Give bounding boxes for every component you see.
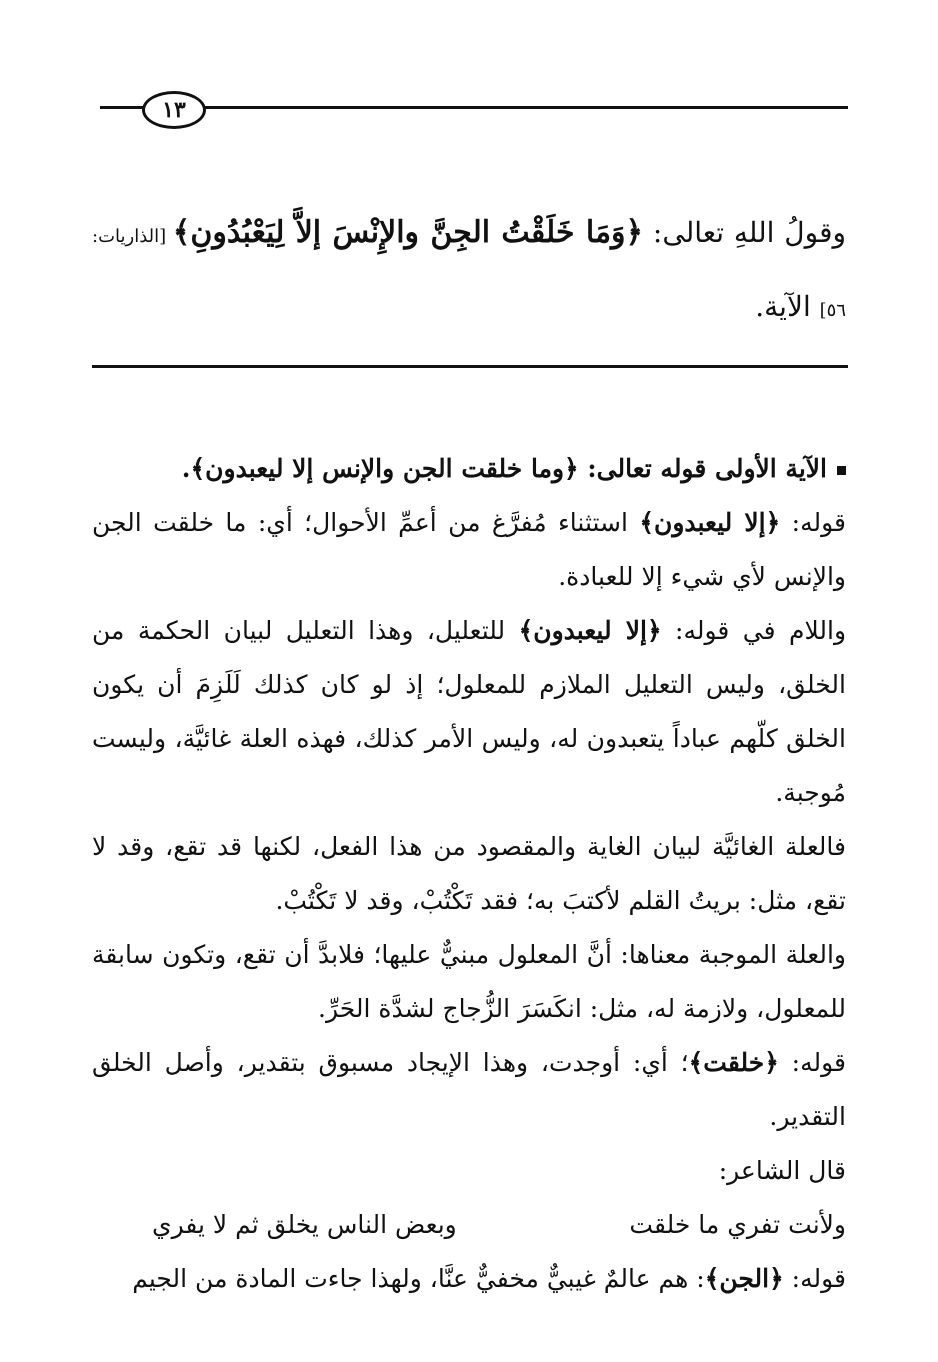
verse-reference: [الذاريات: ٥٦]	[92, 226, 846, 321]
paragraph-3: فالعلة الغائيَّة لبيان الغاية والمقصود من هذا الفعل، لكنها قد تقع، وقد لا تقع، مثل: بريتُ القلم لأكتبَ به؛ فقد تَكْتُبْ، وقد لا تَكْتُبْ.	[92, 832, 846, 915]
paragraph-4: والعلة الموجبة معناها: أنَّ المعلول مبنيٌّ عليها؛ فلابدَّ أن تقع، وتكون سابقة للمعلول، ولازمة له، مثل: انكَسَرَ الزُّجاج لشدَّة الحَرِّ.	[92, 940, 846, 1023]
paragraph-2	[92, 604, 846, 820]
p1-lead: قوله:	[780, 508, 846, 537]
p5-lead: قوله:	[778, 1048, 846, 1077]
verse-tail: الآية.	[755, 290, 820, 323]
paragraph-7	[92, 1252, 846, 1306]
poem-first-hemistich: ولأنت تفري ما خلقت	[629, 1210, 846, 1239]
p2-quote: ﴿إلا ليعبدون﴾	[518, 616, 662, 645]
p1-quote: ﴿إلا ليعبدون﴾	[639, 508, 781, 537]
top-verse-block	[92, 198, 846, 346]
p5-quote: ﴿خلقت﴾	[688, 1048, 779, 1077]
section-divider	[92, 365, 848, 368]
p2-text: للتعليل، وهذا التعليل لبيان الحكمة من الخلق، وليس التعليل الملازم للمعلول؛ إذ لو كان كذلك لَلَزِمَ أن يكون الخلق كلّهم عباداً يتعبدون له، وليس الأمر كذلك، فهذه العلة غائيَّة، وليست مُوجبة.	[92, 616, 846, 807]
p7-text: : هم عالمٌ غيبيٌّ مخفيٌّ عنَّا، ولهذا جاءت المادة من الجيم	[132, 1264, 705, 1293]
heading-text: الآية الأولى قوله تعالى: ﴿وما خلقت الجن والإنس إلا ليعبدون﴾.	[181, 454, 827, 483]
section-heading	[92, 442, 846, 496]
paragraph-5	[92, 1036, 846, 1144]
paragraph-1	[92, 496, 846, 604]
commentary-text	[92, 442, 846, 1306]
p7-quote: ﴿الجن﴾	[704, 1264, 784, 1293]
header-rule	[100, 106, 848, 109]
p7-lead: قوله:	[783, 1264, 846, 1293]
quran-verse: ﴿وَمَا خَلَقْتُ الجِنَّ والإِنْسَ إلاَّ لِيَعْبُدُونِ﴾	[172, 215, 644, 250]
poem-second-hemistich: وبعض الناس يخلق ثم لا يفري	[152, 1210, 457, 1239]
poem-verse	[92, 1198, 846, 1252]
verse-intro: وقولُ اللهِ تعالى:	[643, 216, 846, 249]
page-number: ١٣	[142, 91, 206, 129]
p2-lead: واللام في قوله:	[661, 616, 847, 645]
p1-text: استثناء مُفرَّغ من أعمِّ الأحوال؛ أي: ما خلقت الجن والإنس لأي شيء إلا للعبادة.	[92, 508, 846, 591]
poet-intro: قال الشاعر:	[718, 1156, 846, 1185]
p5-text: ؛ أي: أوجدت، وهذا الإيجاد مسبوق بتقدير، وأصل الخلق التقدير.	[92, 1048, 846, 1131]
square-bullet-icon	[837, 466, 846, 475]
